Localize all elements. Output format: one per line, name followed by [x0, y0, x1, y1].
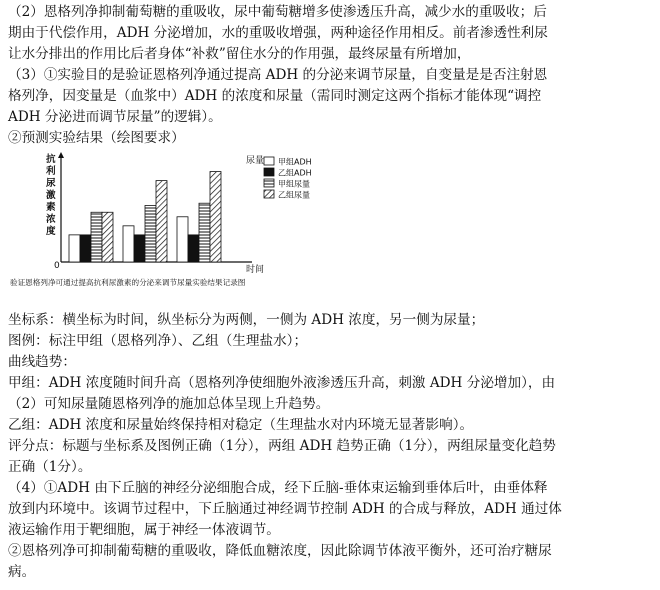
y-axis-arrow	[58, 152, 64, 158]
bar-group2-series4	[156, 181, 167, 262]
text-line: 液运输作用于靶细胞，属于神经一体液调节。	[8, 522, 280, 538]
bar-group2-series2	[134, 235, 145, 262]
legend-label: 乙组ADH	[278, 168, 312, 178]
bar-group1-series4	[102, 212, 113, 262]
chart-caption: 验证恩格列净可通过提高抗利尿激素的分泌来调节尿量实验结果记录图	[10, 278, 246, 287]
bars	[69, 172, 221, 262]
text-line: 放到内环境中。该调节过程中，下丘脑通过神经调节控制 ADH 的合成与释放，ADH 通过体	[8, 501, 562, 517]
legend-label: 甲组ADH	[278, 157, 312, 167]
text-line: 甲组：ADH 浓度随时间升高（恩格列净使细胞外液渗透压升高，刺激 ADH 分泌增加），由	[8, 375, 556, 391]
text-line: 病。	[8, 564, 36, 580]
paragraph-body	[8, 310, 654, 583]
result-chart	[0, 150, 320, 292]
legend-label: 乙组尿量	[278, 190, 310, 200]
legend-swatch	[264, 157, 274, 165]
legend-label: 甲组尿量	[278, 179, 310, 189]
text-line: 正确（1分）。	[8, 459, 92, 475]
text-line: 期由于代偿作用，ADH 分泌增加，水的重吸收增强，两种途径作用相反。前者渗透性利尿	[8, 25, 548, 41]
y-axis-label-left	[45, 153, 56, 237]
origin-label: 0	[54, 261, 60, 271]
text-line: 评分点：标题与坐标系及图例正确（1分），两组 ADH 趋势正确（1分），两组尿量变化趋势	[8, 438, 556, 454]
bar-group3-series4	[210, 172, 221, 262]
text-line: ADH 分泌进而调节尿量”的逻辑）。	[8, 109, 222, 125]
bar-group1-series1	[69, 235, 80, 262]
legend-swatch	[264, 179, 274, 187]
y-axis-label-left-text: 抗利尿激素浓度	[46, 154, 56, 237]
legend-swatch	[264, 190, 274, 198]
bar-group2-series1	[123, 226, 134, 262]
paragraph-3	[8, 65, 654, 149]
text-line: （3）①实验目的是验证恩格列净通过提高 ADH 的分泌来调节尿量，自变量是是否注射恩	[8, 67, 548, 83]
bar-group1-series3	[91, 212, 102, 262]
text-line: （4）①ADH 由下丘脑的神经分泌细胞合成，经下丘脑-垂体束运输到垂体后叶，由垂体释	[8, 480, 548, 496]
paragraph-2	[8, 2, 654, 65]
text-line: 坐标系：横坐标为时间，纵坐标分为两侧，一侧为 ADH 浓度，另一侧为尿量；	[8, 312, 485, 328]
text-line: （2）可知尿量随恩格列净的施加总体呈现上升趋势。	[8, 396, 330, 412]
legend-swatch	[264, 168, 274, 176]
bar-group3-series3	[199, 203, 210, 262]
legend	[264, 157, 312, 200]
text-line: 让水分排出的作用比后者身体“补救”留住水分的作用强，最终尿量有所增加，	[8, 46, 471, 62]
bar-group2-series3	[145, 205, 156, 262]
y-axis-label-right: 尿量	[246, 156, 265, 166]
text-line: 曲线趋势：	[8, 354, 76, 370]
text-line: ②恩格列净可抑制葡萄糖的重吸收，降低血糖浓度，因此除调节体液平衡外，还可治疗糖尿	[8, 543, 552, 559]
bar-group3-series1	[177, 217, 188, 262]
bar-group1-series2	[80, 235, 91, 262]
bar-group3-series2	[188, 235, 199, 262]
text-line: （2）恩格列净抑制葡萄糖的重吸收，尿中葡萄糖增多使渗透压升高，减少水的重吸收；后	[8, 4, 547, 20]
text-line: 格列净，因变量是（血浆中）ADH 的浓度和尿量（需同时测定这两个指标才能体现“调控	[8, 88, 542, 104]
text-line: 乙组：ADH 浓度和尿量始终保持相对稳定（生理盐水对内环境无显著影响）。	[8, 417, 474, 433]
x-axis-label: 时间	[246, 265, 265, 275]
text-line: 图例：标注甲组（恩格列净）、乙组（生理盐水）；	[8, 333, 308, 349]
text-line: ②预测实验结果（绘图要求）	[8, 130, 185, 146]
